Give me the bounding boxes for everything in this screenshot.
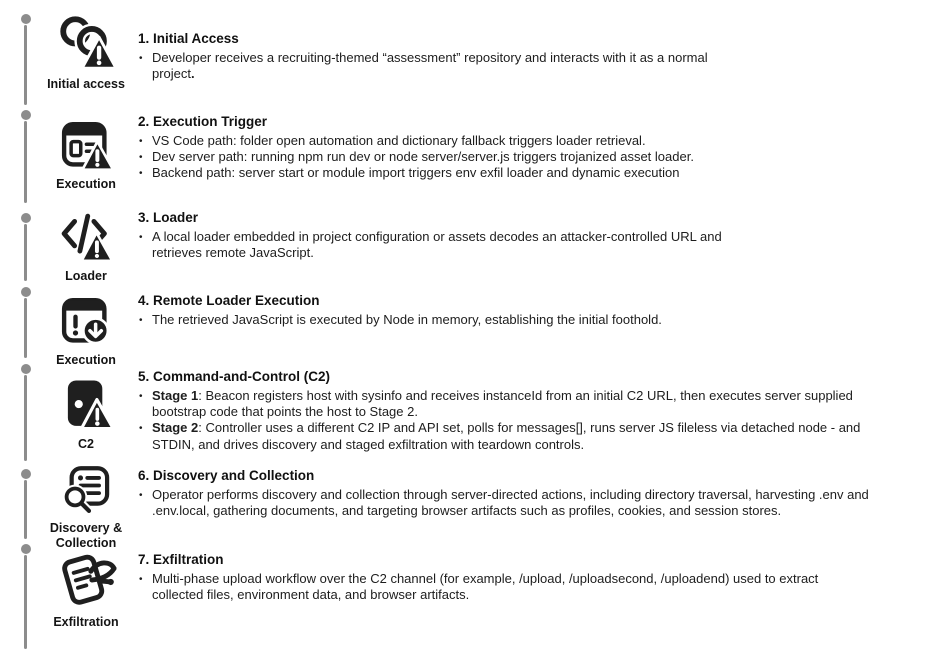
- bullet-item: • Backend path: server start or module import triggers env exfil loader and dynamic execution: [138, 165, 694, 181]
- section-title: 2. Execution Trigger: [138, 114, 268, 129]
- bullet-list: [138, 229, 743, 261]
- stage-discovery-collection: [46, 464, 126, 551]
- bullet-item: • Stage 2: Controller uses a different C2 IP and API set, polls for messages[], runs server JS fileless via detached node - and STDIN, and drives discovery and staged exfiltration with teardown controls.: [138, 420, 898, 452]
- timeline-segment: [20, 110, 31, 203]
- timeline-line: [24, 224, 27, 281]
- bullet-list: [138, 312, 662, 328]
- timeline-dot: [21, 544, 31, 554]
- section-2-execution-trigger: [138, 113, 694, 182]
- timeline-segment: [20, 14, 31, 105]
- stage-label: Execution: [56, 353, 116, 367]
- bullet-item: • Multi-phase upload workflow over the C2 channel (for example, /upload, /uploadsecond, /uploadend) used to extract collected files, environment data, and browser artifacts.: [138, 571, 843, 603]
- timeline-segment: [20, 544, 31, 649]
- code-alert-icon: [58, 210, 114, 266]
- section-3-loader: [138, 209, 743, 261]
- timeline-segment: [20, 287, 31, 358]
- timeline-dot: [21, 364, 31, 374]
- chain-link-alert-icon: [55, 12, 117, 74]
- bullet-item: • VS Code path: folder open automation and dictionary fallback triggers loader retrieval.: [138, 133, 694, 149]
- section-4-remote-loader-execution: [138, 292, 662, 328]
- stage-initial-access: [46, 12, 126, 92]
- timeline-dot: [21, 213, 31, 223]
- timeline-dot: [21, 14, 31, 24]
- section-5-command-and-control: [138, 368, 898, 453]
- stage-exfiltration: [46, 550, 126, 630]
- bullet-item: • Operator performs discovery and collection through server-directed actions, including directory traversal, harvesting .env and .env.local, gathering documents, and targeting browser artifacts such as profiles, cookies, and session stores.: [138, 487, 923, 519]
- section-title: 1. Initial Access: [138, 31, 239, 46]
- stage-loader: [46, 210, 126, 284]
- timeline-dot: [21, 469, 31, 479]
- bullet-item: • Stage 1: Beacon registers host with sysinfo and receives instanceId from an initial C2 URL, then executes server supplied bootstrap code that points the host to Stage 2.: [138, 388, 898, 420]
- timeline-dot: [21, 110, 31, 120]
- bullet-item: • The retrieved JavaScript is executed by Node in memory, establishing the initial foothold.: [138, 312, 662, 328]
- stage-label: Exfiltration: [53, 615, 119, 629]
- stage-label: Discovery & Collection: [49, 521, 123, 550]
- section-title: 6. Discovery and Collection: [138, 468, 315, 483]
- app-window-alert-icon: [58, 118, 114, 174]
- device-alert-icon: [57, 376, 115, 434]
- bullet-list: [138, 388, 898, 453]
- section-title: 5. Command-and-Control (C2): [138, 369, 330, 384]
- stage-execution-trigger: [46, 118, 126, 192]
- stage-label: C2: [78, 437, 94, 451]
- timeline-line: [24, 121, 27, 203]
- section-6-discovery-and-collection: [138, 467, 923, 519]
- bullet-list: [138, 133, 694, 182]
- bullet-item: • Dev server path: running npm run dev or node server/server.js triggers trojanized asset loader.: [138, 149, 694, 165]
- timeline-line: [24, 555, 27, 649]
- stage-remote-execution: [46, 294, 126, 368]
- timeline-segment: [20, 213, 31, 281]
- timeline-line: [24, 375, 27, 461]
- section-7-exfiltration: [138, 551, 843, 603]
- bullet-item: • Developer receives a recruiting-themed “assessment” repository and interacts with it as a normal project.: [138, 50, 738, 82]
- section-title: 3. Loader: [138, 210, 199, 225]
- app-download-icon: [58, 294, 114, 350]
- timeline-line: [24, 298, 27, 358]
- bullet-list: [138, 571, 843, 603]
- stage-label: Initial access: [47, 77, 125, 91]
- stage-label: Execution: [56, 177, 116, 191]
- timeline-dot: [21, 287, 31, 297]
- bullet-item: • A local loader embedded in project configuration or assets decodes an attacker-controlled URL and retrieves remote JavaScript.: [138, 229, 743, 261]
- section-title: 4. Remote Loader Execution: [138, 293, 320, 308]
- timeline-segment: [20, 364, 31, 461]
- stage-label: Loader: [65, 269, 107, 283]
- document-pen-icon: [55, 550, 117, 612]
- stage-c2: [46, 376, 126, 452]
- section-title: 7. Exfiltration: [138, 552, 224, 567]
- bullet-list: [138, 487, 923, 519]
- section-1-initial-access: [138, 30, 738, 82]
- bullet-list: [138, 50, 738, 82]
- timeline-line: [24, 480, 27, 539]
- timeline-segment: [20, 469, 31, 539]
- search-list-icon: [59, 464, 113, 518]
- timeline-line: [24, 25, 27, 105]
